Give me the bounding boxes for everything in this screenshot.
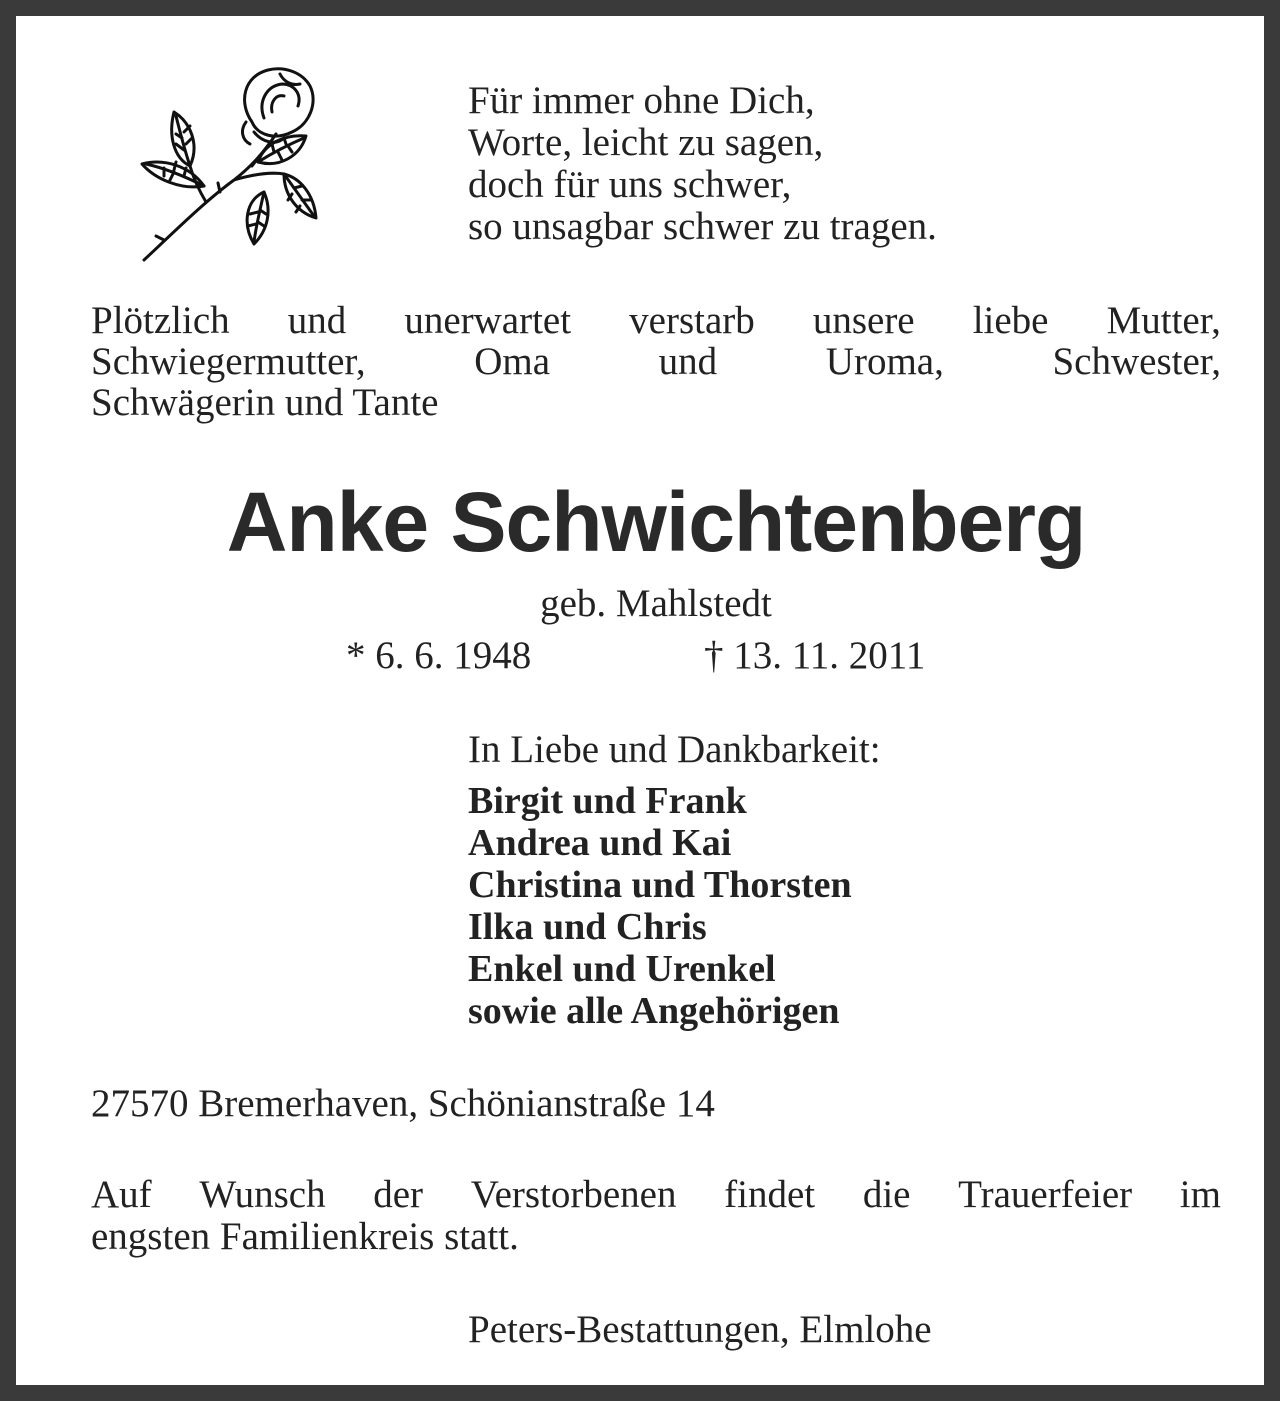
deceased-name: Anke Schwichtenberg	[226, 475, 1086, 569]
intro-word: liebe	[972, 299, 1049, 342]
mourner-name: Enkel und Urenkel	[468, 948, 776, 990]
mourner-name: Christina und Thorsten	[468, 864, 852, 906]
intro-word: Schwester,	[1052, 340, 1221, 383]
rose-icon	[134, 62, 324, 268]
intro-word: unerwartet	[404, 299, 572, 342]
mourner-name: Ilka und Chris	[468, 906, 707, 948]
intro-word: Plötzlich	[91, 299, 230, 342]
notice-word: Wunsch	[199, 1173, 326, 1216]
intro-text	[91, 300, 1221, 423]
verse-line: Für immer ohne Dich,	[468, 79, 815, 122]
mourners-list	[468, 780, 852, 1032]
notice-word: Verstorbenen	[470, 1173, 677, 1216]
notice-word: findet	[724, 1173, 816, 1216]
mourner-name: Andrea und Kai	[468, 822, 732, 864]
intro-word: Mutter,	[1106, 299, 1221, 342]
verse-line: Worte, leicht zu sagen,	[468, 121, 824, 164]
verse-line: doch für uns schwer,	[468, 163, 792, 206]
intro-word: verstarb	[629, 299, 755, 342]
death-date: † 13. 11. 2011	[704, 634, 926, 677]
notice-word: die	[862, 1173, 911, 1216]
ceremony-notice	[91, 1174, 1221, 1258]
verse-line: so unsagbar schwer zu tragen.	[468, 205, 937, 248]
notice-word: im	[1179, 1173, 1221, 1216]
intro-word: unsere	[812, 299, 915, 342]
intro-word: und	[287, 299, 347, 342]
notice-word: Trauerfeier	[958, 1173, 1133, 1216]
birth-date: * 6. 6. 1948	[346, 634, 532, 677]
notice-line: engsten Familienkreis statt.	[91, 1215, 519, 1258]
intro-line	[91, 300, 1221, 341]
mourner-name: sowie alle Angehörigen	[468, 990, 840, 1032]
address: 27570 Bremerhaven, Schönianstraße 14	[91, 1082, 715, 1125]
intro-line	[91, 341, 1221, 382]
mourner-name: Birgit und Frank	[468, 780, 747, 822]
verse	[468, 80, 937, 248]
notice-word: Auf	[91, 1173, 152, 1216]
intro-word: und	[658, 340, 718, 383]
intro-word: Uroma,	[825, 340, 944, 383]
notice-word: der	[373, 1173, 424, 1216]
mourners-heading: In Liebe und Dankbarkeit:	[468, 728, 881, 771]
intro-line: Schwägerin und Tante	[91, 381, 439, 424]
notice-line	[91, 1174, 1221, 1216]
intro-word: Oma	[474, 340, 551, 383]
maiden-name: geb. Mahlstedt	[540, 582, 772, 625]
undertaker: Peters-Bestattungen, Elmlohe	[468, 1308, 932, 1351]
intro-word: Schwiegermutter,	[91, 340, 366, 383]
